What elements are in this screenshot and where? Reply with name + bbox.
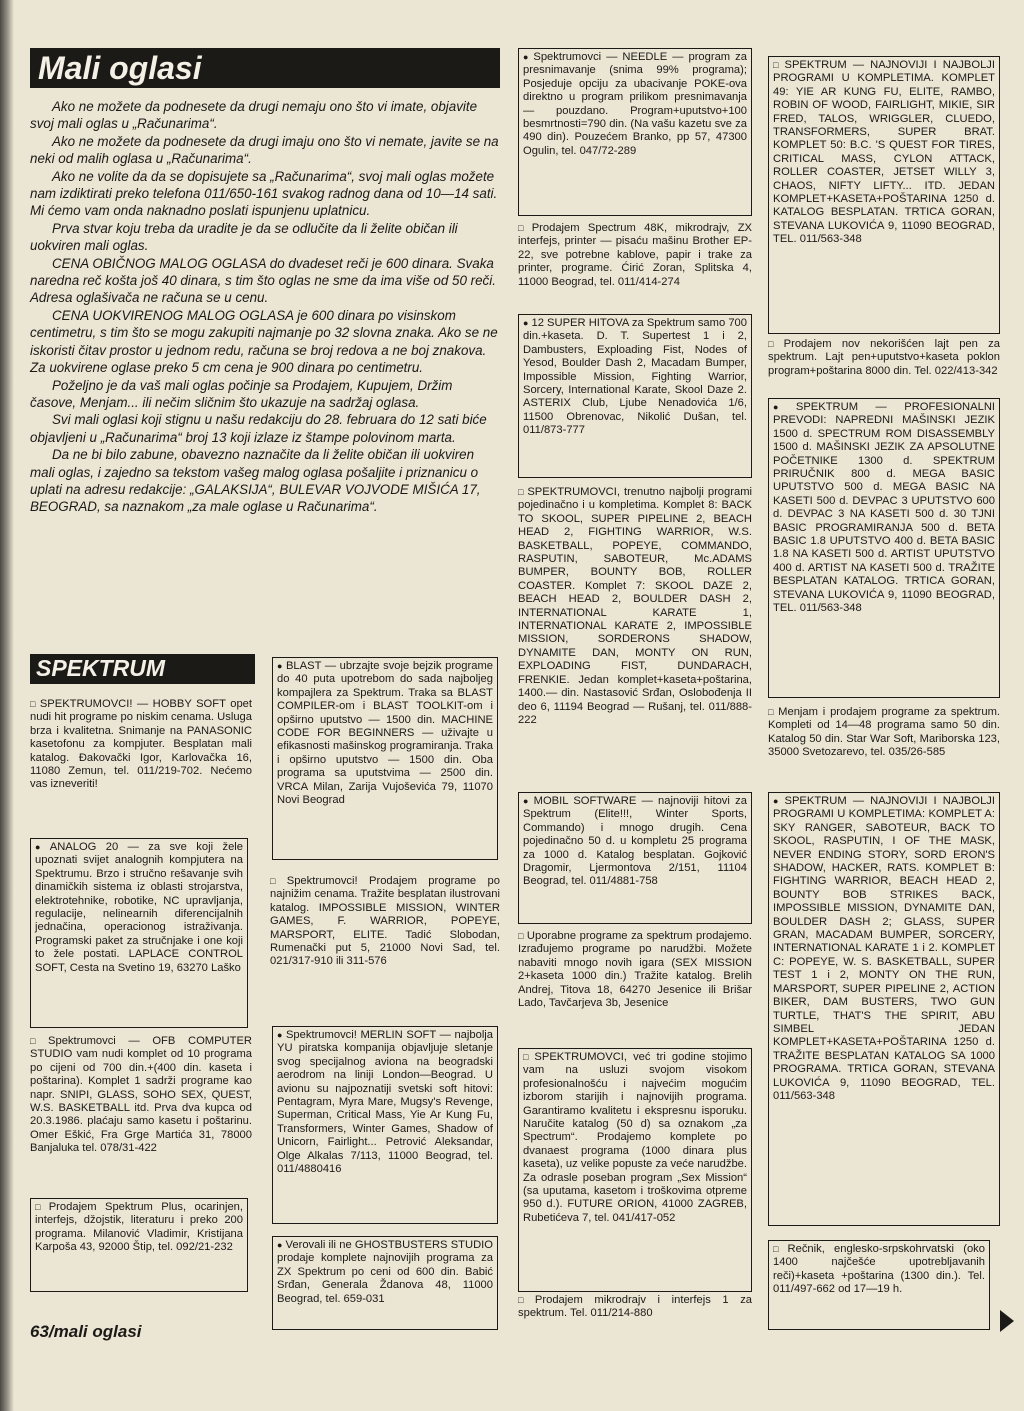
dot-bullet-icon: ● [773,402,793,412]
ad-needle: ● Spektrumovci — NEEDLE — program za presnimavanje (snima 99% programa); Posjeduje opciju za ubacivanje POKE-ova direktno u program prilikom presnimavanja — pouzdano. Program+uputstvo+100 besmrtnosti=790 din. (Na vašu kazetu sve za 490 din). Pouzećem Branko, pp 57, 47300 Ogulin, tel. 047/72-289 [518,48,752,216]
ad-12-super-hitova: ● 12 SUPER HITOVA za Spektrum samo 700 din.+kaseta. D. T. Supertest 1 i 2, Dambusters, Exploading Fist, Nodes of Yesod, Boulder Dash 2, Macadam Bumper, Impossible Mission, Fighting Warrior, Sorcery, International Karate, Skool Daze 2. ASTERIX Club, Ljube Nenadovića 1/6, 11500 Obrenovac, Nikolić Dušan, tel. 011/873-777 [518,314,752,478]
binding-shadow [0,0,14,1411]
ad-spectrum-48k: □ Prodajem Spectrum 48K, mikrodrajv, ZX interfejs, printer — pisaću mašinu Brother EP-22, sve potrebne kablove, papir i trake za printer, programe. Ćirić Zoran, Splitska 4, 11000 Beograd, tel. 011/414-274 [518,222,752,288]
ad-spektrum-komplet-49: □ SPEKTRUM — NAJNOVIJI I NAJBOLJI PROGRAMI U KOMPLETIMA. KOMPLET 49: YIE AR KUNG FU, ELITE, RAMBO, ROBIN OF WOOD, FAIRLIGHT, MIKIE, SIR FRED, TALOS, WRIGGLER, CLUEDO, TRANSFORMERS, SUPER BRAT. KOMPLET 50: B.C. 'S QUEST FOR TIRES, CRITICAL MASS, CYLON ATTACK, ROLLER COASTER, JETSET WILLY 3, CHAOS, NIFTY LIFTY... ITD. JEDAN KOMPLET+KASETA+POŠTARINA 1250 d. KATALOG BESPLATAN. TRTICA GORAN, STEVANA LUKOVIĆA 9, 11090 BEOGRAD, TEL. 011/563-348 [768,56,1000,334]
square-bullet-icon: □ [518,223,529,233]
ad-recnik: □ Rečnik, englesko-srpskohrvatski (oko 1400 najčešće upotrebljavanih reči)+kaseta +poštarina (1300 din.). Tel. 011/497-662 od 17—19 h. [768,1240,990,1330]
ad-profesionalni-prevodi: ● SPEKTRUM — PROFESIONALNI PREVODI: NAPREDNI MAŠINSKI JEZIK 1500 d. SPECTRUM ROM DISASSEMBLY 1500 d. MAŠINSKI JEZIK ZA APSOLUTNE POČETNIKE 1300 d. SPEKTRUM PRIRUČNIK 800 d. MEGA BASIC UPUTSTVO 500 d. MEGA BASIC NA KASETI 500 d. DEVPAC 3 UPUTSTVO 600 d. DEVPAC 3 NA KASETI 500 d. 30 TJNI BASIC PROGRAMIRANJA 500 d. BETA BASIC 1.8 UPUTSTVO 400 d. BETA BASIC 1.8 NA KASETI 500 d. ARTIST UPUTSTVO 400 d. ARTIST NA KASETI 500 d. TRAŽITE BESPLATAN KATALOG. TRTICA GORAN, STEVANA LUKOVIĆA 9, 11090 BEOGRAD, TEL. 011/563-348 [768,398,1000,698]
dot-bullet-icon: ● [35,842,47,852]
dot-bullet-icon: ● [523,52,531,62]
square-bullet-icon: □ [30,699,37,709]
section-banner: SPEKTRUM [30,654,255,684]
arrow-right-icon [1000,1310,1014,1332]
intro-paragraph: Ako ne možete da podnesete da drugi nemaju ono što vi imate, objavite svoj mali oglas u „Računarima“. [30,99,478,132]
intro-paragraph: Ako ne volite da da se dopisujete sa „Računarima“, svoj mali oglas možete nam izdiktirati preko telefona 011/650-161 svakog radnog dana od 10—14 sati. Mi ćemo vam onda naknadno poslati ispunjenu uplatnicu. [30,168,498,219]
intro-paragraph: Svi mali oglasi koji stignu u našu redakciju do 28. februara do 12 sati biće objavljeni u „Računarima“ broj 13 koji izlaze iz štampe polovinom marta. [30,412,487,445]
square-bullet-icon: □ [518,931,524,941]
ad-uporabne-programe: □ Uporabne programe za spektrum prodajemo. Izrađujemo programe po narudžbi. Možete nabaviti mnogo novih igara (SEX MISSION 2+kaseta 1000 din.) Tražite katalog. Brelih Andrej, Titova 18, 64270 Jesenice ili Brišar Lado, Tavčarjeva 3b, Jesenice [518,930,752,1010]
ad-lajt-pen: □ Prodajem nov nekorišćen lajt pen za spektrum. Lajt pen+uputstvo+kaseta poklon program+poštarina 8000 din. Tel. 022/413-342 [768,338,1000,377]
square-bullet-icon: □ [768,707,776,717]
square-bullet-icon: □ [518,487,525,497]
ad-spektrum-plus: □ Prodajem Spektrum Plus, ocarinjen, interfejs, džojstik, literaturu i preko 200 programa. Milanović Vladimir, Kristijana Karpoša 43, 92000 Štip, tel. 092/21-232 [30,1198,248,1292]
ad-mobil-software: ● MOBIL SOFTWARE — najnoviji hitovi za Spektrum (Elite!!!, Winter Sports, Commando) i mnogo drugih. Cena pojedinačno 50 d. u kompletu 25 programa za 1000 d. Katalog besplatan. Gojković Dragomir, Ljermontova 2/151, 11104 Beograd, tel. 011/4881-758 [518,792,752,924]
ad-hobby-soft: □ SPEKTRUMOVCI! — HOBBY SOFT opet nudi hit programe po niskim cenama. Usluga brza i kvalitetna. Snimanje na PANASONIC kasetofonu za kompjuter. Besplatan mali katalog. Đakovački Igor, Karlovačka 16, 11080 Zemun, tel. 011/219-702. Nećemo vas izneveriti! [30,698,252,791]
ad-spektrumovci-kompleti: □ SPEKTRUMOVCI, trenutno najbolji programi pojedinačno i u kompletima. Komplet 8: BACK TO SKOOL, SUPER PIPELINE 2, BEACH HEAD 2, FIGHTING WARRIOR, W.S. BASKETBALL, POPEYE, COMMANDO, RASPUTIN, SABOTEUR, Mc.ADAMS BUMPER, BOUNTY BOB, ROLLER COASTER. Komplet 7: SKOOL DAZE 2, BEACH HEAD 2, BOULDER DASH 2, INTERNATIONAL KARATE 1, INTERNATIONAL KARATE 2, IMPOSSIBLE MISSION, SORDERONS SHADOW, DYNAMITE DAN, MONTY ON RUN, EXPLOADING FIST, DUNDARACH, FRENKIE. Jedan komplet+kaseta+poštarina, 1400.— din. Nastasović Srđan, Oslobođenja II deo 6, 11194 Beograd — Rušanj, tel. 011/888-222 [518,486,752,726]
ad-star-war-soft: □ Menjam i prodajem programe za spektrum. Kompleti od 14—48 programa samo 50 din. Katalog 50 din. Star War Soft, Mariborska 123, 35000 Svetozarevo, tel. 035/26-585 [768,706,1000,759]
ad-spektrum-komplet-a: ● SPEKTRUM — NAJNOVIJI I NAJBOLJI PROGRAMI U KOMPLETIMA: KOMPLET A: SKY RANGER, SABOTEUR, BACK TO SKOOL, RASPUTIN, I OF THE MASK, NEVER ENDING STORY, SORD ERON'S SHADOW, HACKER, RATS. KOMPLET B: FIGHTING WARRIOR, BEACH HEAD 2, BOUNTY BOB STRIKES BACK, IMPOSSIBLE MISSION, DYNAMITE DAN, BOULDER DASH 2; GLASS, SUPER GRAN, MACADAM BUMPER, SORCERY, INTERNATIONAL KARATE 1 i 2. KOMPLET C: POPEYE, W. S. BASKETBALL, SUPER TEST 1 i 2, MONTY ON THE RUN, MARSPORT, SUPER PIPELINE 2, ACTION BIKER, DAM BUSTERS, TWO GUN TURTLE, THAT'S THE SPIRIT, ABU SIMBEL JEDAN KOMPLET+KASETA+POŠTARINA 1250 d. TRAŽITE BESPLATAN KATALOG SA 1000 PROGRAMA. TRTICA GORAN, STEVANA LUKOVIĆA 9, 11090 BEOGRAD, TEL. 011/563-348 [768,792,1000,1226]
square-bullet-icon: □ [773,60,782,70]
dot-bullet-icon: ● [277,1240,283,1250]
square-bullet-icon: □ [30,1036,46,1046]
ad-blast: ● BLAST — ubrzajte svoje bejzik programe do 40 puta upotrebom do sada najboljeg kompajlera za Spektrum. Traka sa BLAST COMPILER-om i BLAST TOOLKIT-om i opširno uputstvo — 1500 din. MACHINE CODE FOR BEGINNERS — uživajte u efikasnosti mašinskog programiranja. Traka i opširno uputstvo — 1500 din. Oba programa sa uputstvima — 2500 din. VRCA Milan, Zarija Vujoševića 79, 11070 Novi Beograd [272,657,498,860]
dot-bullet-icon: ● [277,1030,283,1040]
dot-bullet-icon: ● [773,796,782,806]
ad-ofb-computer-studio: □ Spektrumovci — OFB COMPUTER STUDIO vam nudi komplet od 10 programa po cijeni od 700 din.+(400 din. kaseta i poštarina). Komplet 1 sadrži programe kao napr. SNIPI, GLASS, SOHO SEX, QUEST, W.S. BASKETBALL itd. Prva dva kupca od 20.3.1986. plaćaju samo kasetu i poštarinu. Omer Eškić, Fra Grge Martića 31, 78000 Banjaluka tel. 078/31-422 [30,1035,252,1155]
ad-analog-20: ● ANALOG 20 — za sve koji žele upoznati svijet analognih kompjutera na Spektrumu. Brzo i stručno rešavanje svih dinamičkih sistema iz oblasti strojarstva, elektrotehnike, robotike, NC upravljanja, regulacije, nelinearnih diferencijalnih jednačina, operacionog istraživanja. Programski paket za stručnjake i one koji to žele postati. LAPLACE CONTROL SOFT, Cesta na Svetino 19, 63270 Laško [30,838,248,1028]
ad-future-orion: □ SPEKTRUMOVCI, već tri godine stojimo vam na usluzi svojom visokom profesionalnošću i najvećim mogućim izborom starijih i najnovijih programa. Garantiramo kvalitetu i ekspresnu isporuku. Naručite katalog (50 d) sa oznakom „za Spectrum“. Prodajemo komplete po dvanaest programa (1000 dinara plus kaseta), uz velike popuste za veće narudžbe. Za odrasle poseban program „Sex Mission“ (sa uputama, kasetom i troškovima otpreme 950 d.). FUTURE ORION, 41000 ZAGREB, Rubetićeva 7, tel. 041/417-052 [518,1048,752,1292]
square-bullet-icon: □ [768,339,781,349]
ad-merlin-soft: ● Spektrumovci! MERLIN SOFT — najbolja YU piratska kompanija objavljuje sletanje svog specijalnog aviona na beogradski aerodrom na liniji London—Beograd. U avionu su najpoznatiji svetski soft hitovi: Pentagram, Myra Mare, Mugsy's Revenge, Superman, Critical Mass, Yie Ar Kung Fu, Transformers, Winter Games, Shadow of Unicorn, Fairlight... Petrović Aleksandar, Olge Alkalas 7/113, 11000 Beograd, tel. 011/4880416 [272,1026,498,1224]
intro-paragraph: CENA UOKVIRENOG MALOG OGLASA je 600 dinara po visinskom centimetru, s tim što se mogu zakupiti najmanje po 32 slovna znaka. Ako se ne iskoristi čitav prostor u jednom redu, računa se broj redova a ne boj znakova. Za uokvirene oglase preko 5 cm cena je 900 dinara po centimetru. [30,307,498,376]
dot-bullet-icon: ● [523,796,531,806]
intro-paragraph: CENA OBIČNOG MALOG OGLASA do dvadeset reči je 600 dinara. Svaka naredna reč košta još 40 dinara, s tim što oglas ne sme da ima više od 50 reči. Adresa oglašivača ne računa se u cenu. [30,255,496,306]
intro-paragraph: Ako ne možete da podnesete da drugi imaju ono što vi nemate, javite se na neki od malih oglasa u „Računarima“. [30,133,499,167]
dot-bullet-icon: ● [277,661,283,671]
intro-paragraph: Prva stvar koju treba da uradite je da se odlučite da li želite običan ili uokviren mali oglas. [30,220,458,254]
intro-paragraph: Da ne bi bilo zabune, obavezno naznačite da li želite običan ili uokviren mali oglas, i zajedno sa tekstom vašeg malog oglasa pošaljite i priznanicu o uplati na adresu redakcije: „GALAKSIJA“, BULEVAR VOJVODE MIŠIĆA 17, BEOGRAD, sa naznakom „za male oglase u Računarima“. [30,447,481,515]
square-bullet-icon: □ [518,1295,532,1305]
square-bullet-icon: □ [523,1052,532,1062]
square-bullet-icon: □ [270,876,284,886]
intro-text [30,98,502,516]
ad-tadic-slobodan: □ Spektrumovci! Prodajem programe po najnižim cenama. Tražite besplatan ilustrovani katalog. IMPOSSIBLE MISSION, WINTER GAMES, F. WARRIOR, POPEYE, MARSPORT, ELITE. Tadić Slobodan, Rumenački put 5, 21000 Novi Sad, tel. 021/317-910 ili 311-576 [270,875,500,968]
square-bullet-icon: □ [35,1202,46,1212]
square-bullet-icon: □ [773,1244,785,1254]
intro-paragraph: Poželjno je da vaš mali oglas počinje sa Prodajem, Kupujem, Držim časove, Menjam... ili nečim sličnim što ukazuje na sadržaj oglasa. [30,377,453,410]
ad-mikrodrajv: □ Prodajem mikrodrajv i interfejs 1 za spektrum. Tel. 011/214-880 [518,1294,752,1320]
dot-bullet-icon: ● [523,318,529,328]
ad-ghostbusters-studio: ● Verovali ili ne GHOSTBUSTERS STUDIO prodaje komplete najnovijih programa za ZX Spektrum po ceni od 600 din. Babić Srđan, Generala Ždanova 48, 11000 Beograd, tel. 659-031 [272,1236,498,1330]
page-footer: 63/mali oglasi [30,1322,142,1341]
header-banner: Mali oglasi [30,48,500,88]
